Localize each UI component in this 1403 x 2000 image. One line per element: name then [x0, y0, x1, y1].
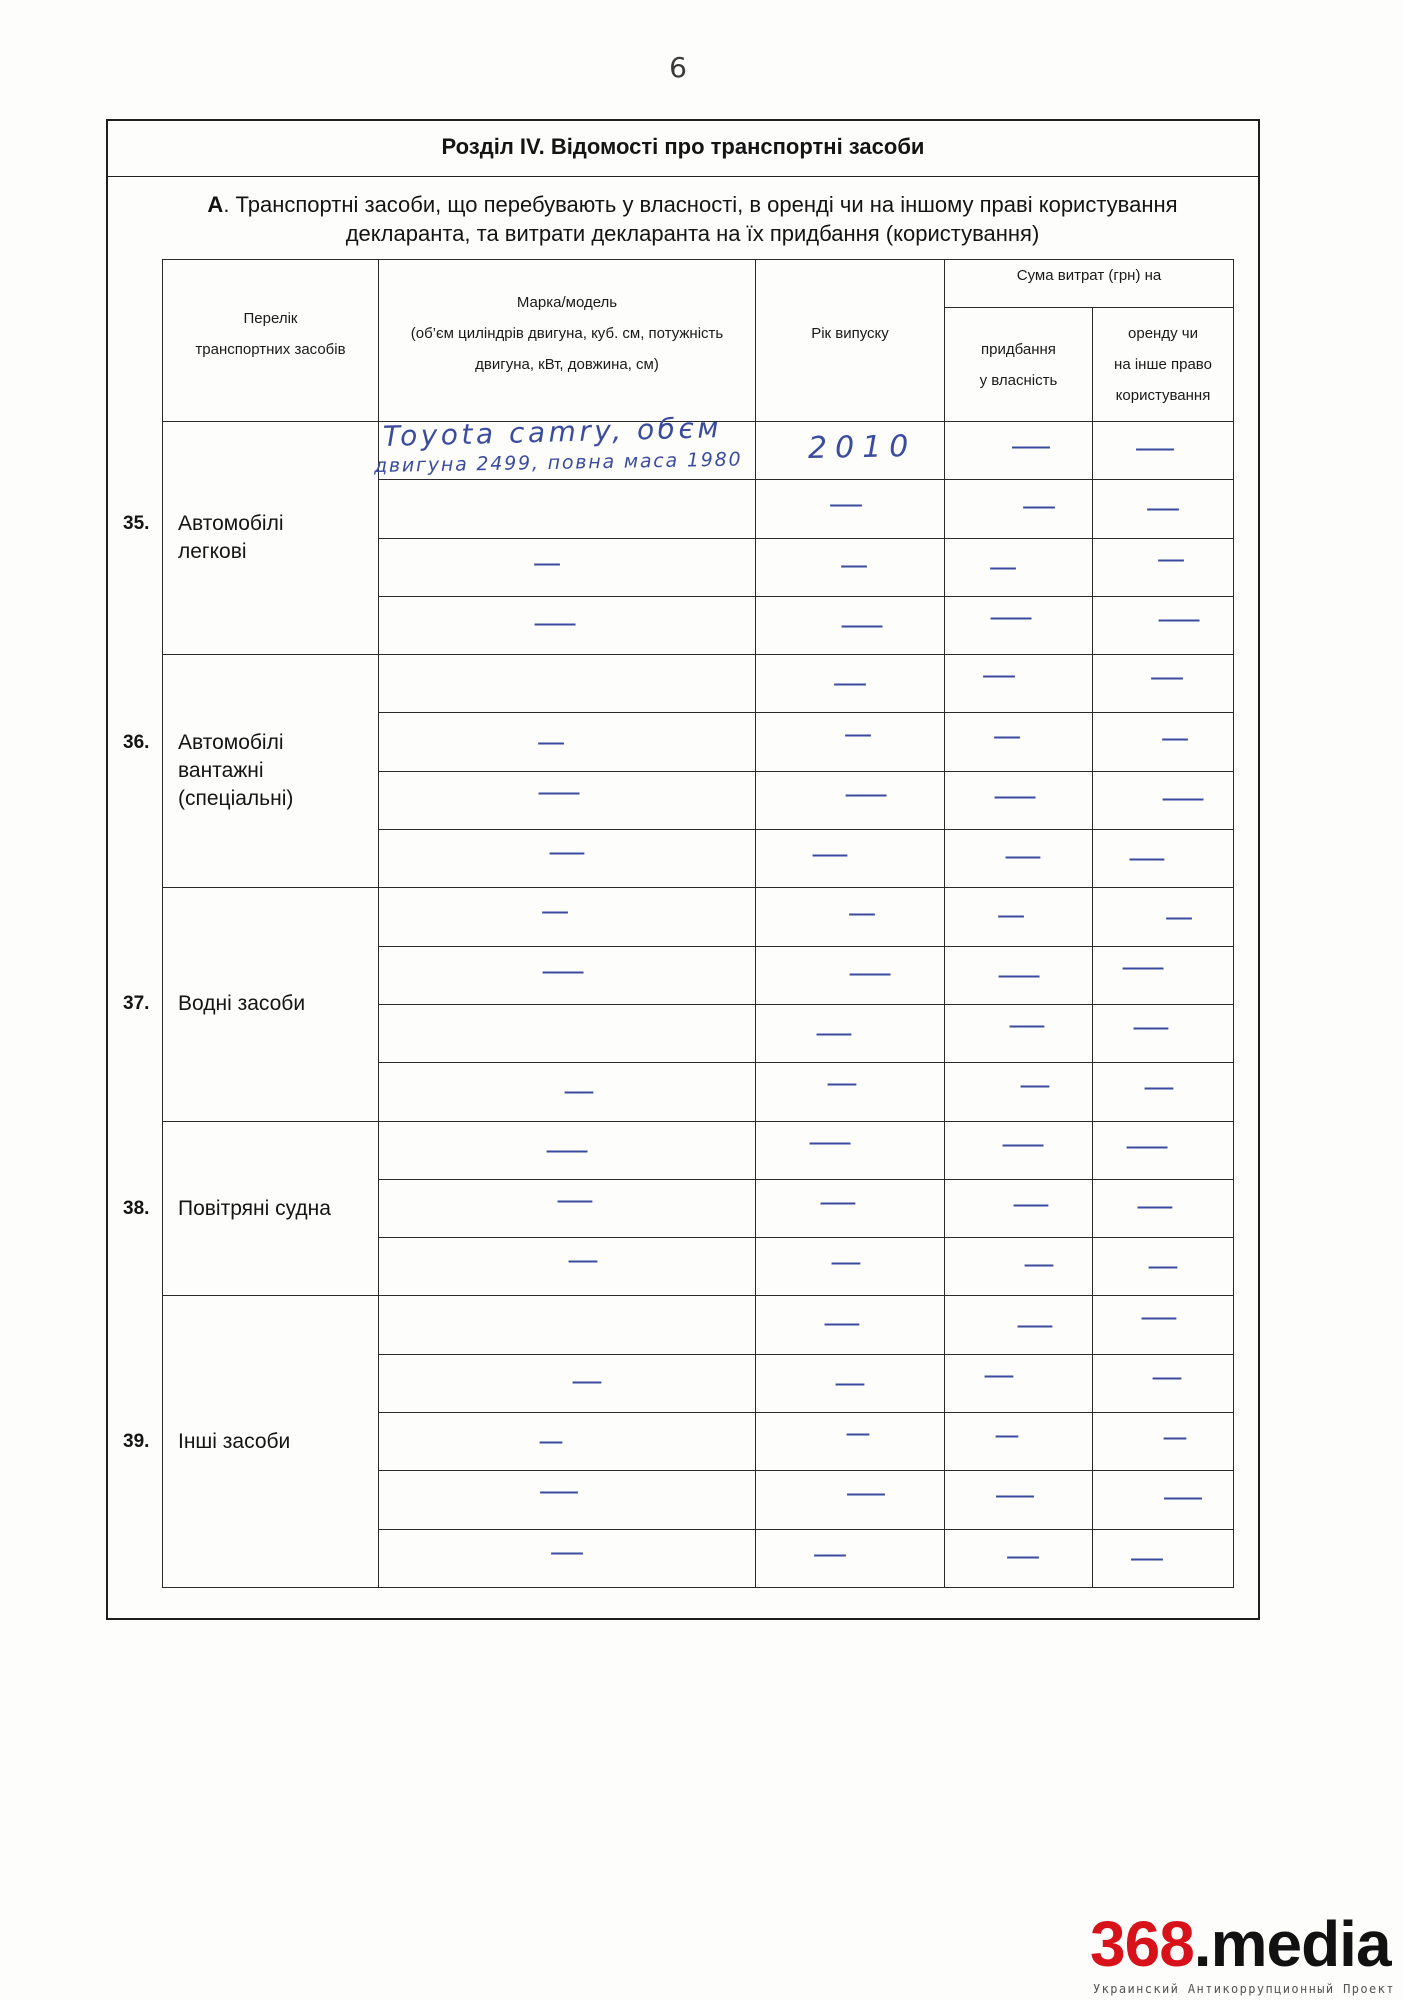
header-vehicle-list [163, 260, 379, 422]
vehicle-category [123, 510, 378, 566]
handwritten-dash: — [538, 1474, 580, 1508]
rent-cost-cell [1093, 1238, 1234, 1296]
rent-cost-cell [1093, 1296, 1234, 1354]
model-cell [373, 411, 756, 480]
handwritten-dash: — [544, 1132, 590, 1166]
handwritten-dash: — [567, 1243, 599, 1277]
handwritten-dash: — [980, 658, 1017, 692]
header-line: транспортних засобів [195, 340, 346, 358]
subsection-heading-line [140, 190, 1245, 219]
header-rent [1093, 308, 1234, 422]
line-number: 37. [123, 993, 150, 1015]
model-cell [379, 713, 756, 771]
purchase-cost-cell [945, 1004, 1093, 1062]
handwritten-dash: — [563, 1074, 595, 1108]
handwritten-model-text: двигуна 2499, повна маса 1980 [373, 448, 743, 477]
section-title: Розділ IV. Відомості про транспортні засоби [108, 121, 1258, 177]
vehicles-table [123, 259, 1234, 1588]
handwritten-dash: — [1145, 491, 1181, 525]
purchase-cost-cell [945, 771, 1093, 829]
rent-cost-cell [1093, 480, 1234, 538]
model-cell [379, 1063, 756, 1121]
header-line: Перелік [243, 309, 298, 327]
handwritten-dash: — [830, 1245, 862, 1279]
rent-cost-cell [1093, 713, 1234, 771]
vehicle-category [123, 1428, 378, 1456]
model-cell [379, 596, 756, 654]
purchase-cost-cell [945, 1413, 1093, 1471]
purchase-cost-cell [945, 480, 1093, 538]
handwritten-dash: — [1147, 1249, 1179, 1283]
header-line: оренду чи [1128, 325, 1198, 342]
handwritten-dash: — [992, 718, 1021, 752]
handwritten-dash: — [828, 487, 864, 521]
handwritten-dash: — [999, 1126, 1046, 1160]
rent-cost-cell [1093, 1179, 1234, 1237]
handwritten-dash: — [1160, 720, 1190, 754]
purchase-cost-cell [945, 830, 1093, 888]
purchase-cost-cell [945, 1529, 1093, 1587]
rent-cost-cell [1093, 1529, 1234, 1587]
vehicle-category-label: (спеціальні) [178, 787, 294, 811]
rent-cost-cell [1093, 771, 1234, 829]
handwritten-dash: — [1120, 949, 1166, 983]
year-cell [756, 1296, 945, 1354]
handwritten-dash: — [1156, 541, 1186, 575]
handwritten-dash: — [839, 547, 869, 581]
handwritten-dash: — [832, 666, 868, 700]
rent-cost-cell [1093, 946, 1234, 1004]
page-number: 6 [669, 51, 687, 84]
handwritten-dash: — [540, 893, 570, 927]
model-cell [379, 1179, 756, 1237]
rent-cost-cell [1093, 655, 1234, 713]
vehicle-category-cell [123, 655, 379, 888]
rent-cost-cell [1093, 1413, 1234, 1471]
subsection-heading [140, 190, 1245, 248]
brand-tagline: Украинский Антикоррупционный Проект [1093, 1982, 1395, 1996]
header-line: у власність [979, 371, 1058, 389]
purchase-cost-cell [945, 1179, 1093, 1237]
year-cell [756, 1529, 945, 1587]
rent-cost-cell [1093, 888, 1234, 946]
year-cell [756, 1121, 945, 1179]
vehicle-category-label: вантажні [178, 759, 264, 783]
handwritten-dash: — [993, 1478, 1036, 1512]
handwritten-dash: — [1009, 429, 1052, 463]
model-cell [379, 946, 756, 1004]
vehicle-category-cell [123, 422, 379, 655]
handwritten-dash: — [547, 835, 587, 869]
year-cell [756, 1238, 945, 1296]
rent-cost-cell [1093, 1063, 1234, 1121]
header-line: на інше право [1114, 356, 1212, 373]
year-cell [756, 1354, 945, 1412]
model-cell [379, 480, 756, 538]
handwritten-dash: — [540, 953, 586, 987]
purchase-cost-cell [945, 888, 1093, 946]
handwritten-dash: — [834, 1365, 866, 1399]
vehicle-category-label: Автомобілі [178, 731, 284, 755]
handwritten-dash: — [1151, 1359, 1183, 1393]
year-cell [756, 480, 945, 538]
purchase-cost-cell [945, 1354, 1093, 1412]
table-row [163, 655, 1234, 713]
handwritten-dash: — [555, 1183, 595, 1216]
handwritten-dash: — [1143, 1070, 1175, 1104]
brand-suffix: .media [1193, 1908, 1391, 1980]
model-cell [379, 1121, 756, 1179]
model-cell [379, 830, 756, 888]
model-cell [379, 888, 756, 946]
year-cell [756, 655, 945, 713]
handwritten-dash: — [1007, 1008, 1046, 1042]
handwritten-dash: — [1162, 1420, 1188, 1454]
year-cell [756, 422, 945, 480]
vehicle-category-label: легкові [178, 540, 247, 564]
model-cell [379, 538, 756, 596]
year-cell [756, 713, 945, 771]
year-cell [756, 596, 945, 654]
model-cell [379, 1004, 756, 1062]
year-cell [756, 830, 945, 888]
handwritten-dash: — [822, 1305, 862, 1339]
handwritten-dash: — [1160, 780, 1206, 814]
handwritten-dash: — [538, 1424, 564, 1458]
handwritten-dash: — [847, 895, 877, 929]
model-cell [379, 1238, 756, 1296]
header-line: Рік випуску [811, 325, 889, 342]
header-expenses-group [945, 260, 1234, 308]
handwritten-dash: — [536, 724, 566, 758]
handwritten-dash: — [982, 1357, 1015, 1391]
handwritten-dash: — [1162, 1480, 1204, 1514]
table-row [163, 1121, 1234, 1179]
vehicle-category-label: Автомобілі [178, 512, 284, 536]
handwritten-dash: — [1003, 839, 1042, 873]
handwritten-dash: — [843, 716, 873, 750]
vehicle-category [123, 729, 378, 813]
handwritten-dash: — [1127, 841, 1167, 875]
model-cell [379, 1529, 756, 1587]
model-cell [379, 1296, 756, 1354]
year-cell [756, 538, 945, 596]
model-cell [379, 1471, 756, 1529]
handwritten-dash: — [843, 776, 889, 810]
table-body [123, 411, 1234, 1588]
handwritten-dash: — [839, 608, 885, 642]
header-line: користування [1115, 387, 1211, 404]
rent-cost-cell [1093, 830, 1234, 888]
year-cell [756, 1004, 945, 1062]
table-header-row [163, 260, 1234, 308]
handwritten-dash: — [1022, 1247, 1055, 1281]
handwritten-dash: — [1004, 1538, 1041, 1572]
line-number: 38. [123, 1197, 150, 1219]
model-cell [379, 771, 756, 829]
handwritten-dash: — [807, 1124, 853, 1158]
vehicle-category-label: Повітряні судна [178, 1196, 331, 1220]
handwritten-dash: — [571, 1363, 603, 1397]
year-cell [756, 1063, 945, 1121]
header-year [756, 260, 945, 422]
purchase-cost-cell [945, 1296, 1093, 1354]
handwritten-dash: — [995, 957, 1042, 991]
purchase-cost-cell [945, 1063, 1093, 1121]
handwritten-dash: — [1018, 1068, 1051, 1102]
rent-cost-cell [1093, 1004, 1234, 1062]
purchase-cost-cell [945, 1471, 1093, 1529]
vehicle-category-cell [123, 888, 379, 1121]
handwritten-dash: — [536, 774, 582, 808]
purchase-cost-cell [945, 1238, 1093, 1296]
rent-cost-cell [1093, 596, 1234, 654]
vehicle-category [123, 990, 378, 1018]
purchase-cost-cell [945, 713, 1093, 771]
subsection-letter: А [207, 192, 224, 217]
handwritten-dash: — [532, 606, 578, 640]
header-line: двигуна, кВт, довжина, см) [475, 356, 659, 373]
rent-cost-cell [1093, 1471, 1234, 1529]
rent-cost-cell [1093, 1121, 1234, 1179]
handwritten-dash: — [812, 1536, 848, 1570]
handwritten-dash: — [1134, 431, 1176, 465]
brand-number: 368 [1090, 1908, 1194, 1980]
purchase-cost-cell [945, 655, 1093, 713]
rent-cost-cell [1093, 538, 1234, 596]
handwritten-dash: — [1139, 1299, 1179, 1333]
purchase-cost-cell [945, 1121, 1093, 1179]
handwritten-model-text: Toyota camry, обєм [382, 411, 723, 453]
model-cell [379, 1354, 756, 1412]
model-cell [379, 655, 756, 713]
handwritten-dash: — [1135, 1189, 1175, 1222]
handwritten-dash: — [1015, 1307, 1054, 1341]
vehicle-category-label: Водні засоби [178, 992, 306, 1016]
brand-logo [1090, 1908, 1391, 1980]
vehicle-category-cell [123, 1121, 379, 1296]
handwritten-dash: — [1156, 602, 1202, 636]
table-row [163, 888, 1234, 946]
handwritten-dash: — [987, 600, 1034, 634]
handwritten-dash: — [826, 1066, 858, 1100]
line-number: 39. [123, 1430, 150, 1452]
model-cell [379, 1413, 756, 1471]
handwritten-dash: — [549, 1534, 585, 1568]
handwritten-dash: — [818, 1185, 858, 1218]
year-cell [756, 1471, 945, 1529]
rent-cost-cell [1093, 422, 1234, 480]
table-row [163, 422, 1234, 480]
handwritten-dash: — [1011, 1187, 1050, 1220]
purchase-cost-cell [945, 422, 1093, 480]
handwritten-dash: — [532, 545, 562, 579]
year-cell [756, 946, 945, 1004]
year-cell [756, 1413, 945, 1471]
table-row [163, 1296, 1234, 1354]
header-make-model [379, 260, 756, 422]
handwritten-dash: — [991, 778, 1038, 812]
vehicle-category [123, 1195, 378, 1223]
handwritten-dash: — [1164, 899, 1194, 933]
handwritten-dash: — [1124, 1128, 1170, 1162]
header-line: (об’єм циліндрів двигуна, куб. см, потужність [410, 325, 724, 342]
line-number: 36. [123, 732, 150, 754]
subsection-heading-line: декларанта, та витрати декларанта на їх придбання (користування) [345, 221, 1040, 246]
subsection-text: . Транспортні засоби, що перебувають у власності, в оренді чи на іншому праві користування [223, 192, 1178, 217]
handwritten-dash: — [1020, 489, 1057, 523]
year-cell [756, 771, 945, 829]
vehicle-category-label: Інші засоби [178, 1429, 291, 1453]
year-cell [756, 888, 945, 946]
handwritten-dash: — [810, 837, 850, 871]
header-line: придбання [981, 340, 1056, 358]
handwritten-dash: — [847, 955, 893, 989]
line-number: 35. [123, 513, 150, 535]
handwritten-dash: — [988, 549, 1017, 583]
purchase-cost-cell [945, 946, 1093, 1004]
vehicle-category-cell [123, 1296, 379, 1587]
year-cell [756, 1179, 945, 1237]
handwritten-dash: — [1131, 1010, 1171, 1044]
header-line: Сума витрат (грн) на [1016, 266, 1162, 284]
purchase-cost-cell [945, 596, 1093, 654]
handwritten-dash: — [993, 1418, 1020, 1452]
handwritten-dash: — [845, 1416, 871, 1450]
handwritten-dash: — [1149, 660, 1185, 694]
handwritten-dash: — [996, 897, 1025, 931]
handwritten-year: 2010 [807, 428, 917, 466]
handwritten-dash: — [1129, 1540, 1165, 1574]
header-purchase [945, 308, 1093, 422]
purchase-cost-cell [945, 538, 1093, 596]
header-line: Марка/модель [516, 294, 618, 311]
handwritten-dash: — [845, 1476, 887, 1510]
rent-cost-cell [1093, 1354, 1234, 1412]
handwritten-dash: — [814, 1016, 854, 1050]
